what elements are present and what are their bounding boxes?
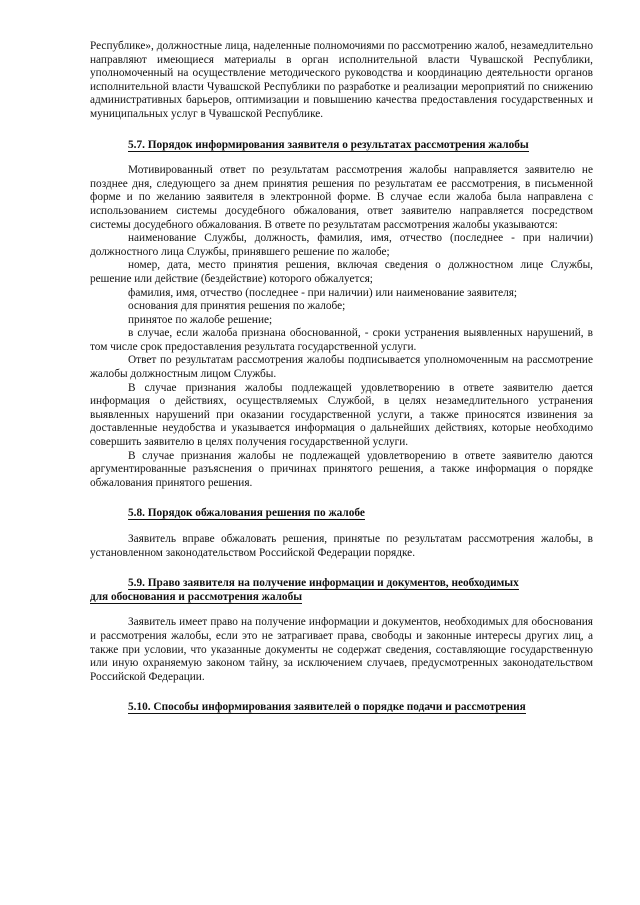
s57-item-service-name: наименование Службы, должность, фамилия, имя, отчество (последнее - при наличии) должностного лица Службы, принявшего решение по жалобе; — [90, 232, 593, 258]
s57-paragraph-satisfied: В случае признания жалобы подлежащей удовлетворению в ответе заявителю дается информация о действиях, осуществляемых Службой, в целях незамедлительного устранения выявленных нарушений при оказании государственной услуги, а также приносятся извинения за доставленные неудобства и указывается информация о дальнейших действиях, которые необходимо совершить заявителю в целях получения государственной услуги. — [90, 381, 593, 449]
s57-item-decision: принятое по жалобе решение; — [128, 313, 273, 326]
spacer — [90, 684, 593, 701]
spacer — [90, 521, 593, 533]
s57-paragraph-signature: Ответ по результатам рассмотрения жалобы подписывается уполномоченным на рассмотрение жалобы должностным лицом Службы. — [90, 354, 593, 381]
section-5-7-heading — [90, 139, 593, 153]
s59-paragraph: Заявитель имеет право на получение информации и документов, необходимых для обоснования и рассмотрения жалобы, если это не затрагивает права, свободы и законные интересы других лиц, а также при условии, что указанные документы не содержат сведения, составляющие государственную или иную охраняемую законом тайну, за исключением случаев, предусмотренных законодательством Российской Федерации. — [90, 616, 593, 683]
section-5-9-heading-line-2: для обоснования и рассмотрения жалобы — [90, 590, 303, 603]
section-5-9-heading — [90, 577, 593, 591]
section-5-8-heading-text: 5.8. Порядок обжалования решения по жалобе — [128, 507, 365, 520]
section-5-10-heading-text: 5.10. Способы информирования заявителей о порядке подачи и рассмотрения — [128, 701, 526, 714]
section-5-8-heading — [90, 507, 593, 521]
section-5-10-heading — [90, 701, 593, 715]
s57-paragraph-1: Мотивированный ответ по результатам рассмотрения жалобы направляется заявителю не позднее дня, следующего за днем принятия решения по результатам ее рассмотрения, в письменной форме и по желанию заявителя в электронной форме. В случае если жалоба была направлена с использованием системы досудебного обжалования, ответ заявителю направляется посредством системы досудебного обжалования. В ответе по результатам рассмотрения жалобы указываются: — [90, 164, 593, 231]
section-5-9-heading-line-1: 5.9. Право заявителя на получение информации и документов, необходимых — [128, 577, 519, 590]
section-5-7-heading-text: 5.7. Порядок информирования заявителя о результатах рассмотрения жалобы — [128, 138, 529, 151]
spacer — [90, 152, 593, 164]
spacer — [90, 122, 593, 139]
spacer — [90, 490, 593, 507]
s58-paragraph: Заявитель вправе обжаловать решения, принятые по результатам рассмотрения жалобы, в установленном законодательством Российской Федерации порядке. — [90, 533, 593, 559]
section-5-9-heading-cont — [90, 591, 593, 605]
document-page — [90, 40, 593, 715]
s57-item-decision-number: номер, дата, место принятия решения, включая сведения о должностном лице Службы, решение или действие (бездействие) которого обжалуется; — [90, 259, 593, 285]
spacer — [90, 560, 593, 577]
s57-item-grounds: основания для принятия решения по жалобе; — [128, 300, 346, 313]
s57-item-deadlines: в случае, если жалоба признана обоснованной, - сроки устранения выявленных нарушений, в том числе срок предоставления результата государственной услуги. — [90, 327, 593, 353]
s57-paragraph-not-satisfied: В случае признания жалобы не подлежащей удовлетворению в ответе заявителю даются аргументированные разъяснения о причинах принятого решения, а также информация о порядке обжалования принятого решения. — [90, 449, 593, 489]
s57-item-applicant-name: фамилия, имя, отчество (последнее - при наличии) или наименование заявителя; — [128, 286, 518, 299]
spacer — [90, 604, 593, 616]
intro-paragraph: Республике», должностные лица, наделенные полномочиями по рассмотрению жалоб, незамедлительно направляют имеющиеся материалы в орган исполнительной власти Чувашской Республики, уполномоченный на осуществление методического руководства и координацию деятельности органов исполнительной власти Чувашской Республики по разработке и реализации мероприятий по снижению административных барьеров, оптимизации и повышению качества предоставления государственных и муниципальных услуг в Чувашской Республике. — [90, 40, 593, 120]
